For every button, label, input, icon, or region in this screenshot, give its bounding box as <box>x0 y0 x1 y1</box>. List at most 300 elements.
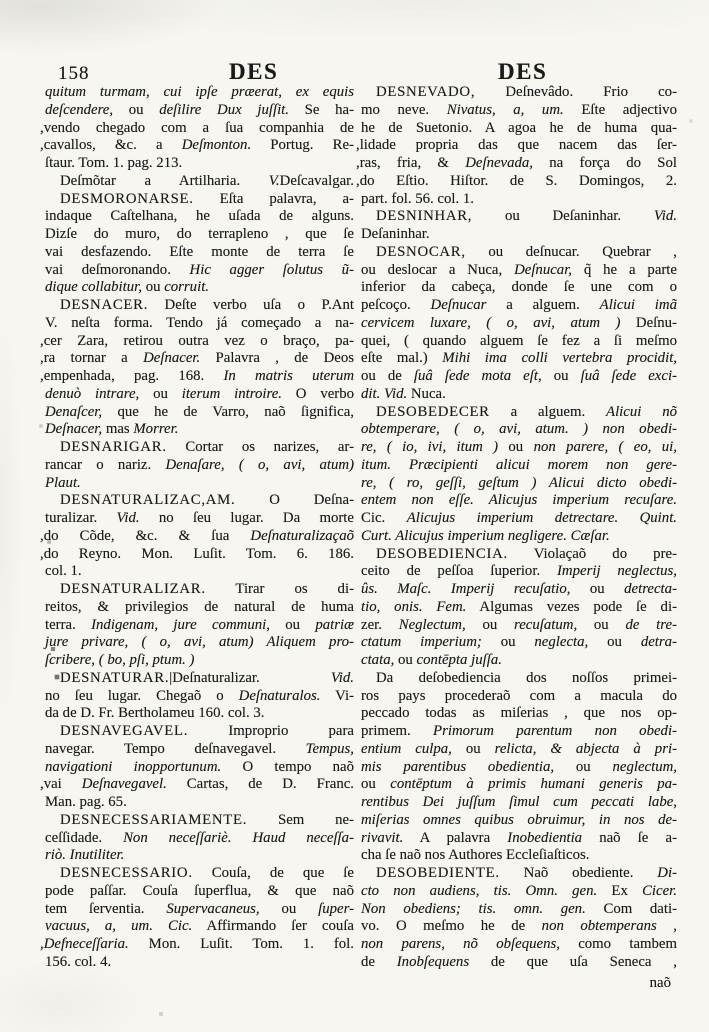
text-segment: rivavit. <box>361 829 404 846</box>
text-segment: peſcoço. <box>361 297 431 313</box>
text-segment: ou <box>554 758 613 775</box>
text-segment: relicta, & abjecta à pri- <box>494 740 678 757</box>
text-segment: Com dati- <box>585 900 677 917</box>
text-line <box>45 421 354 439</box>
text-line <box>45 315 354 333</box>
page-number: 158 <box>58 63 90 84</box>
text-segment: que he de Varro, naõ ſignifica, <box>102 403 354 420</box>
text-segment: ,lidade propria das que nacem das ſer- <box>356 137 677 154</box>
headword: DESNECESSARIAMENTE. <box>60 811 248 828</box>
headword: DESOBEDIENCIA. <box>376 545 508 562</box>
text-segment: Alicui nõ <box>606 403 677 420</box>
text-segment: Denaſcer, <box>45 403 103 420</box>
text-segment: neglecta, <box>534 634 589 651</box>
text-line <box>45 297 354 315</box>
text-segment: ou deslocar a Nuca, <box>361 261 515 278</box>
text-segment: Cartas, de D. Franc. <box>166 776 354 793</box>
text-segment: Neglectum, <box>398 616 466 633</box>
text-segment: contēpta juſſa. <box>416 652 502 668</box>
text-line <box>45 918 354 936</box>
text-segment: ou <box>481 634 535 651</box>
text-segment: de tre- <box>625 616 678 633</box>
text-segment: ,Deſneceſſaria. <box>40 936 129 952</box>
text-segment: detra- <box>640 634 677 651</box>
text-line <box>361 510 677 528</box>
text-segment: Non obediens; tis. omn. gen. <box>361 900 586 917</box>
text-line <box>45 102 354 120</box>
text-line <box>45 670 354 688</box>
text-segment: ou <box>588 634 641 651</box>
text-segment: indaque Caſtelhana, he uſada de alguns. <box>45 208 354 225</box>
text-line <box>45 84 354 102</box>
text-segment: deſilire Dux juſſit. <box>159 101 289 118</box>
text-line <box>361 581 677 599</box>
text-segment: Vid. <box>653 208 677 225</box>
text-line <box>361 492 677 510</box>
text-segment: de <box>361 953 397 970</box>
text-segment: mo neve. <box>361 101 447 118</box>
text-segment: naõ ſe a- <box>582 829 677 846</box>
text-segment: ctatum imperium; <box>361 634 482 651</box>
text-segment: rancar o nariz. <box>45 456 166 473</box>
text-line <box>45 563 354 581</box>
text-line <box>361 705 677 723</box>
text-segment: eſte mal.) <box>361 350 443 367</box>
headword: DESMORONARSE. <box>60 190 194 207</box>
text-segment: Cic. <box>361 510 407 526</box>
text-segment: ou <box>269 616 316 633</box>
text-line <box>361 883 677 901</box>
headword: DESNAVEGAVEL. <box>60 723 189 739</box>
text-segment: navegar. Tempo deſnavegavel. <box>45 740 306 757</box>
text-segment: entem non eſſe. Alicujus imperium recuſare. <box>361 492 677 509</box>
text-segment: Vid. <box>116 510 140 526</box>
text-segment: Inobedientia <box>507 829 583 846</box>
text-segment: Deſnucar, <box>514 261 573 278</box>
text-line <box>45 262 354 280</box>
text-line <box>361 191 677 209</box>
text-segment: quitum turmam, cui ipſe præerat, ex equis <box>45 84 354 100</box>
text-segment: ou <box>394 652 417 668</box>
text-segment: de que uſa Seneca , <box>469 953 677 970</box>
text-segment: Affirmando ſer couſa <box>192 918 354 935</box>
text-segment: ceſſidade. <box>45 829 124 846</box>
text-line <box>45 191 354 209</box>
text-segment: non parere, ( eo, ui, <box>533 439 677 455</box>
text-segment: no ſeu lugar. Da morte <box>139 510 354 526</box>
text-segment: pode paſſar. Couſa ſuperflua, & que naõ <box>45 882 354 899</box>
text-segment: Deſmonton. <box>181 137 252 154</box>
text-segment: Se ha- <box>289 101 355 118</box>
text-segment: Deſnaturalos. <box>238 687 321 704</box>
text-segment: ou deſnucar. Quebrar , <box>465 243 677 260</box>
text-segment: ros pays procederaõ com a macula do <box>361 687 677 704</box>
ink-specks <box>0 0 2 2</box>
text-line <box>361 954 677 972</box>
text-segment: terra. <box>45 616 92 633</box>
text-segment: no ſeu lugar. Chegaõ o <box>45 687 239 704</box>
text-line <box>361 120 677 138</box>
text-line <box>361 226 677 244</box>
text-segment: ,ras, fria, & <box>356 155 466 171</box>
text-segment: Tirar os di- <box>205 581 354 597</box>
text-line <box>45 226 354 244</box>
text-segment: Di- <box>657 865 677 881</box>
text-segment: Deſnavegavel. <box>81 776 167 793</box>
text-segment: Deſnacer. <box>143 350 201 367</box>
text-segment: ou <box>361 776 391 793</box>
headword: DESNOCAR, <box>376 243 466 260</box>
text-segment: V. neſta forma. Tendo já começado a na- <box>45 314 354 331</box>
text-segment: cha ſe naõ nos Authores Eccleſiaſticos. <box>361 847 590 864</box>
text-segment: ,do Reyno. Mon. Luſit. Tom. 6. 186. <box>40 545 354 562</box>
text-segment: Sem ne- <box>247 811 354 828</box>
text-segment: Hic agger ſolutus ũ- <box>189 261 354 278</box>
headword: DESNATURALIZAR. <box>60 581 206 597</box>
text-line <box>361 847 677 865</box>
text-line <box>45 954 354 972</box>
text-segment: Deſmõtar a Artilharia. <box>60 172 269 189</box>
text-segment: Violaçaõ do pre- <box>507 545 677 562</box>
text-segment: neglectum, <box>612 758 677 775</box>
text-line <box>45 279 354 297</box>
text-segment: ou Deſaninhar. <box>472 208 654 225</box>
text-segment: dit. Vid. <box>361 385 408 402</box>
text-line <box>40 368 355 386</box>
text-segment: Naõ obediente. <box>499 865 658 881</box>
text-line <box>45 741 354 759</box>
text-segment: como tambem <box>559 936 677 952</box>
text-segment: Mon. Luſit. Tom. 1. fol. <box>128 936 354 952</box>
headword: DESNEVADO, <box>376 84 476 100</box>
text-segment: O Deſna- <box>235 492 354 509</box>
text-line <box>361 386 677 404</box>
text-segment: ou <box>142 279 165 296</box>
text-line <box>361 759 677 777</box>
text-segment: iterum introire. <box>181 385 282 402</box>
text-line <box>361 776 677 794</box>
text-segment: Improprio para <box>188 723 354 739</box>
text-segment: Nivatus, a, um. <box>446 101 564 118</box>
text-line <box>45 510 354 528</box>
text-segment: jure privare, ( o, avi, atum) Aliquem pro- <box>45 634 354 651</box>
text-line <box>45 457 354 475</box>
text-line <box>361 208 677 226</box>
text-line <box>361 652 677 670</box>
text-segment: Alicui imã <box>599 297 677 313</box>
text-segment: Plaut. <box>45 474 81 491</box>
text-line <box>356 137 677 155</box>
text-segment: re, ( ro, geſſi, geſtum ) Alicui dicto obedi- <box>361 474 677 491</box>
text-segment: he de Suetonio. A agoa he de huma qua- <box>361 119 677 136</box>
text-line <box>40 527 354 546</box>
text-segment: Imperij neglectus, <box>557 563 677 580</box>
text-line <box>45 439 354 457</box>
text-segment: Deſnaturalizaçaõ <box>250 527 354 544</box>
text-line <box>361 812 677 830</box>
text-line <box>361 563 677 581</box>
text-line <box>45 901 354 919</box>
text-line <box>361 368 677 386</box>
text-line <box>45 723 354 741</box>
text-segment: col. 1. <box>45 563 82 580</box>
text-segment: navigationi inopportunum. <box>45 758 222 775</box>
text-segment: patriæ <box>315 616 354 633</box>
headword: DESNACER. <box>60 297 149 313</box>
text-segment: Deſaninhar. <box>361 226 430 242</box>
text-line <box>361 421 677 439</box>
text-segment: vai desfazendo. Eſte monte de terra ſe <box>45 243 354 260</box>
text-segment: inferior da cabeça, donde ſe une com o <box>361 279 677 296</box>
text-segment: ou <box>139 385 182 402</box>
text-line <box>45 812 354 830</box>
text-segment: Deſnu- <box>620 314 677 331</box>
text-segment: denuò intrare, <box>45 385 140 402</box>
text-line <box>45 883 354 901</box>
text-line <box>361 741 677 759</box>
running-header-left: DES <box>229 59 279 84</box>
text-segment: na força do Sol <box>533 155 677 171</box>
text-segment: Cortar os narizes, ar- <box>166 439 354 455</box>
text-line <box>45 705 354 723</box>
text-segment: re, ( io, ivi, itum ) <box>361 439 499 455</box>
text-segment: mis parentibus obedientia, <box>361 758 555 775</box>
text-segment: ou <box>541 368 581 384</box>
text-segment: part. fol. 56. col. 1. <box>361 190 475 207</box>
text-segment: entium culpa, <box>361 740 452 757</box>
text-segment: ſuper- <box>318 900 354 917</box>
text-segment: Eſte adjectivo <box>563 101 677 118</box>
text-segment: recuſatum, <box>514 616 578 633</box>
text-segment: non obtemperans <box>541 918 657 935</box>
text-segment: a alguem. <box>489 403 607 420</box>
text-line <box>361 617 677 635</box>
text-segment: Dizſe do muro, do terrapleno , que ſe <box>45 226 354 242</box>
text-line <box>361 723 677 741</box>
text-line <box>361 528 677 546</box>
text-segment: ,ra tornar a <box>40 350 144 367</box>
text-line <box>361 279 677 297</box>
text-segment: tem ſerventia. <box>45 900 167 917</box>
text-line <box>45 208 354 226</box>
text-segment: Deſnevada, <box>465 155 534 171</box>
text-segment: ,vai <box>40 776 82 793</box>
text-segment: corruit. <box>164 279 210 296</box>
text-line <box>45 617 354 635</box>
text-line <box>361 102 677 120</box>
text-segment: ceito de peſſoa ſuperior. <box>361 563 557 580</box>
text-segment: ſcribere, ( bo, pſi, ptum. ) <box>45 652 195 668</box>
text-segment: Inobſequens <box>396 953 470 970</box>
text-segment: ou <box>259 900 319 917</box>
text-segment: Vid. <box>330 669 354 686</box>
text-segment: detrecta- <box>624 581 677 597</box>
text-segment: Tempus, <box>305 740 354 757</box>
text-segment: itum. Præcipienti alicui morem non gere- <box>361 456 677 473</box>
headword: DESNATURAR. <box>60 669 170 686</box>
text-segment: ,do Cõde, &c. & ſua <box>40 527 251 544</box>
text-segment: ſtaur. Tom. 1. pag. 213. <box>45 155 183 171</box>
text-segment: ou <box>113 101 160 118</box>
column-right <box>356 84 678 972</box>
text-segment: Portug. Re- <box>251 137 354 154</box>
text-line <box>361 333 677 351</box>
text-segment: Cicer. <box>642 882 677 899</box>
headword: DESNECESSARIO. <box>60 865 193 881</box>
text-line <box>45 634 354 652</box>
text-segment: mas <box>102 421 134 438</box>
text-segment: non parens, nõ obſequens, <box>361 936 560 952</box>
headword: DESNATURALIZAC,AM. <box>60 492 236 509</box>
text-line <box>361 457 677 475</box>
text-segment: vacuus, a, um. Cic. <box>45 918 193 935</box>
text-segment: A palavra <box>403 829 508 846</box>
text-segment: Deſnevâdo. Frio co- <box>475 84 677 100</box>
text-segment: peccado todas as miſerias , que nos op- <box>361 705 677 722</box>
text-segment: Denaſare, ( o, avi, atum) <box>165 456 355 473</box>
text-line <box>45 847 354 865</box>
text-segment: miſerias omnes quibus obruimur, in nos de- <box>361 811 677 828</box>
text-line <box>361 475 677 493</box>
text-segment: contēptum à primis humani generis pa- <box>390 776 678 793</box>
text-segment: Alicujus imperium detrectare. Quint. <box>406 510 677 526</box>
text-segment: primem. <box>361 723 434 739</box>
column-left <box>40 84 355 972</box>
text-line <box>361 262 677 280</box>
text-line <box>45 599 354 617</box>
headword: DESNARIGAR. <box>60 439 167 455</box>
text-line <box>361 315 677 333</box>
text-segment: Deſnucar <box>430 297 487 313</box>
text-line <box>45 794 354 812</box>
text-segment: ou <box>465 616 514 633</box>
headword: DESNINHAR, <box>376 208 473 225</box>
text-segment: ou <box>498 439 534 455</box>
text-segment: ûs. Maſc. Imperij recuſatio, <box>361 581 571 597</box>
text-segment: ſuâ ſede mota eſt, <box>413 368 542 384</box>
text-segment: reitos, & privilegios de natural de huma <box>45 598 354 615</box>
text-segment: ,cer Zara, retirou outra vez o braço, pa- <box>40 332 354 349</box>
text-segment: ,empenhada, pag. 168. <box>40 368 224 384</box>
text-segment: ctata, <box>361 652 395 668</box>
text-line <box>45 155 354 173</box>
text-segment: Indigenam, jure communi, <box>91 616 270 633</box>
text-segment: Deſcavalgar. <box>279 172 354 189</box>
text-segment: ou <box>451 740 495 757</box>
text-segment: ,cavallos, &c. a <box>40 137 182 154</box>
catchword: naõ <box>649 975 671 991</box>
text-segment: tio, onis. Fem. <box>361 598 467 615</box>
text-segment: ,do Eſtio. Hiſtor. de S. Domingos, 2. <box>356 172 677 189</box>
text-segment: Da deſobediencia dos noſſos primei- <box>376 669 677 686</box>
text-line <box>40 137 354 155</box>
text-segment: Primorum parentum non obedi- <box>433 723 677 739</box>
text-line <box>361 936 677 954</box>
text-segment: turalizar. <box>45 510 117 526</box>
text-segment: Algumas vezes pode ſe di- <box>466 598 677 615</box>
text-line <box>361 599 677 617</box>
text-line <box>40 119 354 138</box>
text-line <box>40 776 354 794</box>
text-line <box>361 84 677 102</box>
text-segment: ou <box>577 616 626 633</box>
running-header-right: DES <box>498 59 548 84</box>
text-line <box>45 759 354 777</box>
text-segment: 156. col. 4. <box>45 953 112 970</box>
text-segment: ,vendo chegado com a ſua companhia de <box>40 119 354 136</box>
text-line <box>45 492 354 510</box>
text-segment: Ex <box>597 882 643 899</box>
text-segment: deſcendere, <box>45 101 114 118</box>
headword: DESOBEDIENTE. <box>376 865 500 881</box>
text-segment: Mihi ima colli vertebra procidit, <box>442 350 677 367</box>
text-line <box>40 545 354 564</box>
text-line <box>361 634 677 652</box>
text-line <box>361 244 677 262</box>
text-segment: Deſnacer, <box>45 421 103 438</box>
text-line <box>361 830 677 848</box>
text-segment: vai deſmoronando. <box>45 261 190 278</box>
text-line <box>45 581 354 599</box>
text-segment: Morrer. <box>133 421 179 438</box>
text-line <box>45 173 354 191</box>
text-segment: cto non audiens, tis. Omn. gen. <box>361 882 598 899</box>
text-line <box>45 404 354 422</box>
text-line <box>45 244 354 262</box>
text-segment: O verbo <box>281 385 355 402</box>
text-line <box>356 155 677 173</box>
text-segment: a alguem. <box>486 297 600 313</box>
text-segment: ou <box>570 581 625 597</box>
text-segment: , <box>656 918 678 935</box>
text-segment: cervicem luxare, ( o, avi, atum ) <box>361 314 621 331</box>
text-segment: ou de <box>361 368 414 384</box>
text-segment: da de D. Fr. Bertholameu 160. col. 3. <box>45 705 265 722</box>
text-line <box>361 404 677 422</box>
headword: DESOBEDECER <box>376 403 490 420</box>
text-line <box>361 865 677 883</box>
text-segment: q̃ he a parte <box>572 261 677 278</box>
text-segment: Couſa, de que ſe <box>192 865 354 881</box>
text-segment: riò. Inutiliter. <box>45 847 125 864</box>
text-segment: obtemperare, ( o, avi, atum. ) non obedi- <box>361 421 677 438</box>
text-line <box>45 688 354 706</box>
text-line <box>45 652 354 670</box>
text-line <box>45 865 354 883</box>
text-segment: In matris uterum <box>223 368 355 384</box>
text-segment: |Deſnaturalizar. <box>169 669 331 686</box>
text-segment: quei, ( quando alguem ſe fez a ſi meſmo <box>361 332 677 349</box>
text-segment: O tempo naõ <box>221 758 355 775</box>
text-line <box>361 901 677 919</box>
text-segment: V. <box>268 172 280 189</box>
text-line <box>361 439 677 457</box>
text-segment: Curt. Alicujus imperium negligere. Cæſar. <box>361 527 610 544</box>
text-segment: Nuca. <box>407 385 446 402</box>
text-segment: Non neceſſariè. Haud neceſſa- <box>123 829 354 846</box>
text-line <box>45 830 354 848</box>
text-segment: Deſte verbo uſa o P.Ant <box>148 297 354 313</box>
text-segment: vo. O meſmo he de <box>361 918 542 935</box>
text-segment: zer. <box>361 616 399 633</box>
text-line <box>45 386 354 404</box>
text-line <box>40 332 354 351</box>
text-line <box>361 546 677 564</box>
text-line <box>40 350 354 368</box>
text-line <box>361 918 677 936</box>
text-segment: ſuâ ſede exci- <box>580 368 677 384</box>
text-segment: Eſta palavra, a- <box>193 190 354 207</box>
